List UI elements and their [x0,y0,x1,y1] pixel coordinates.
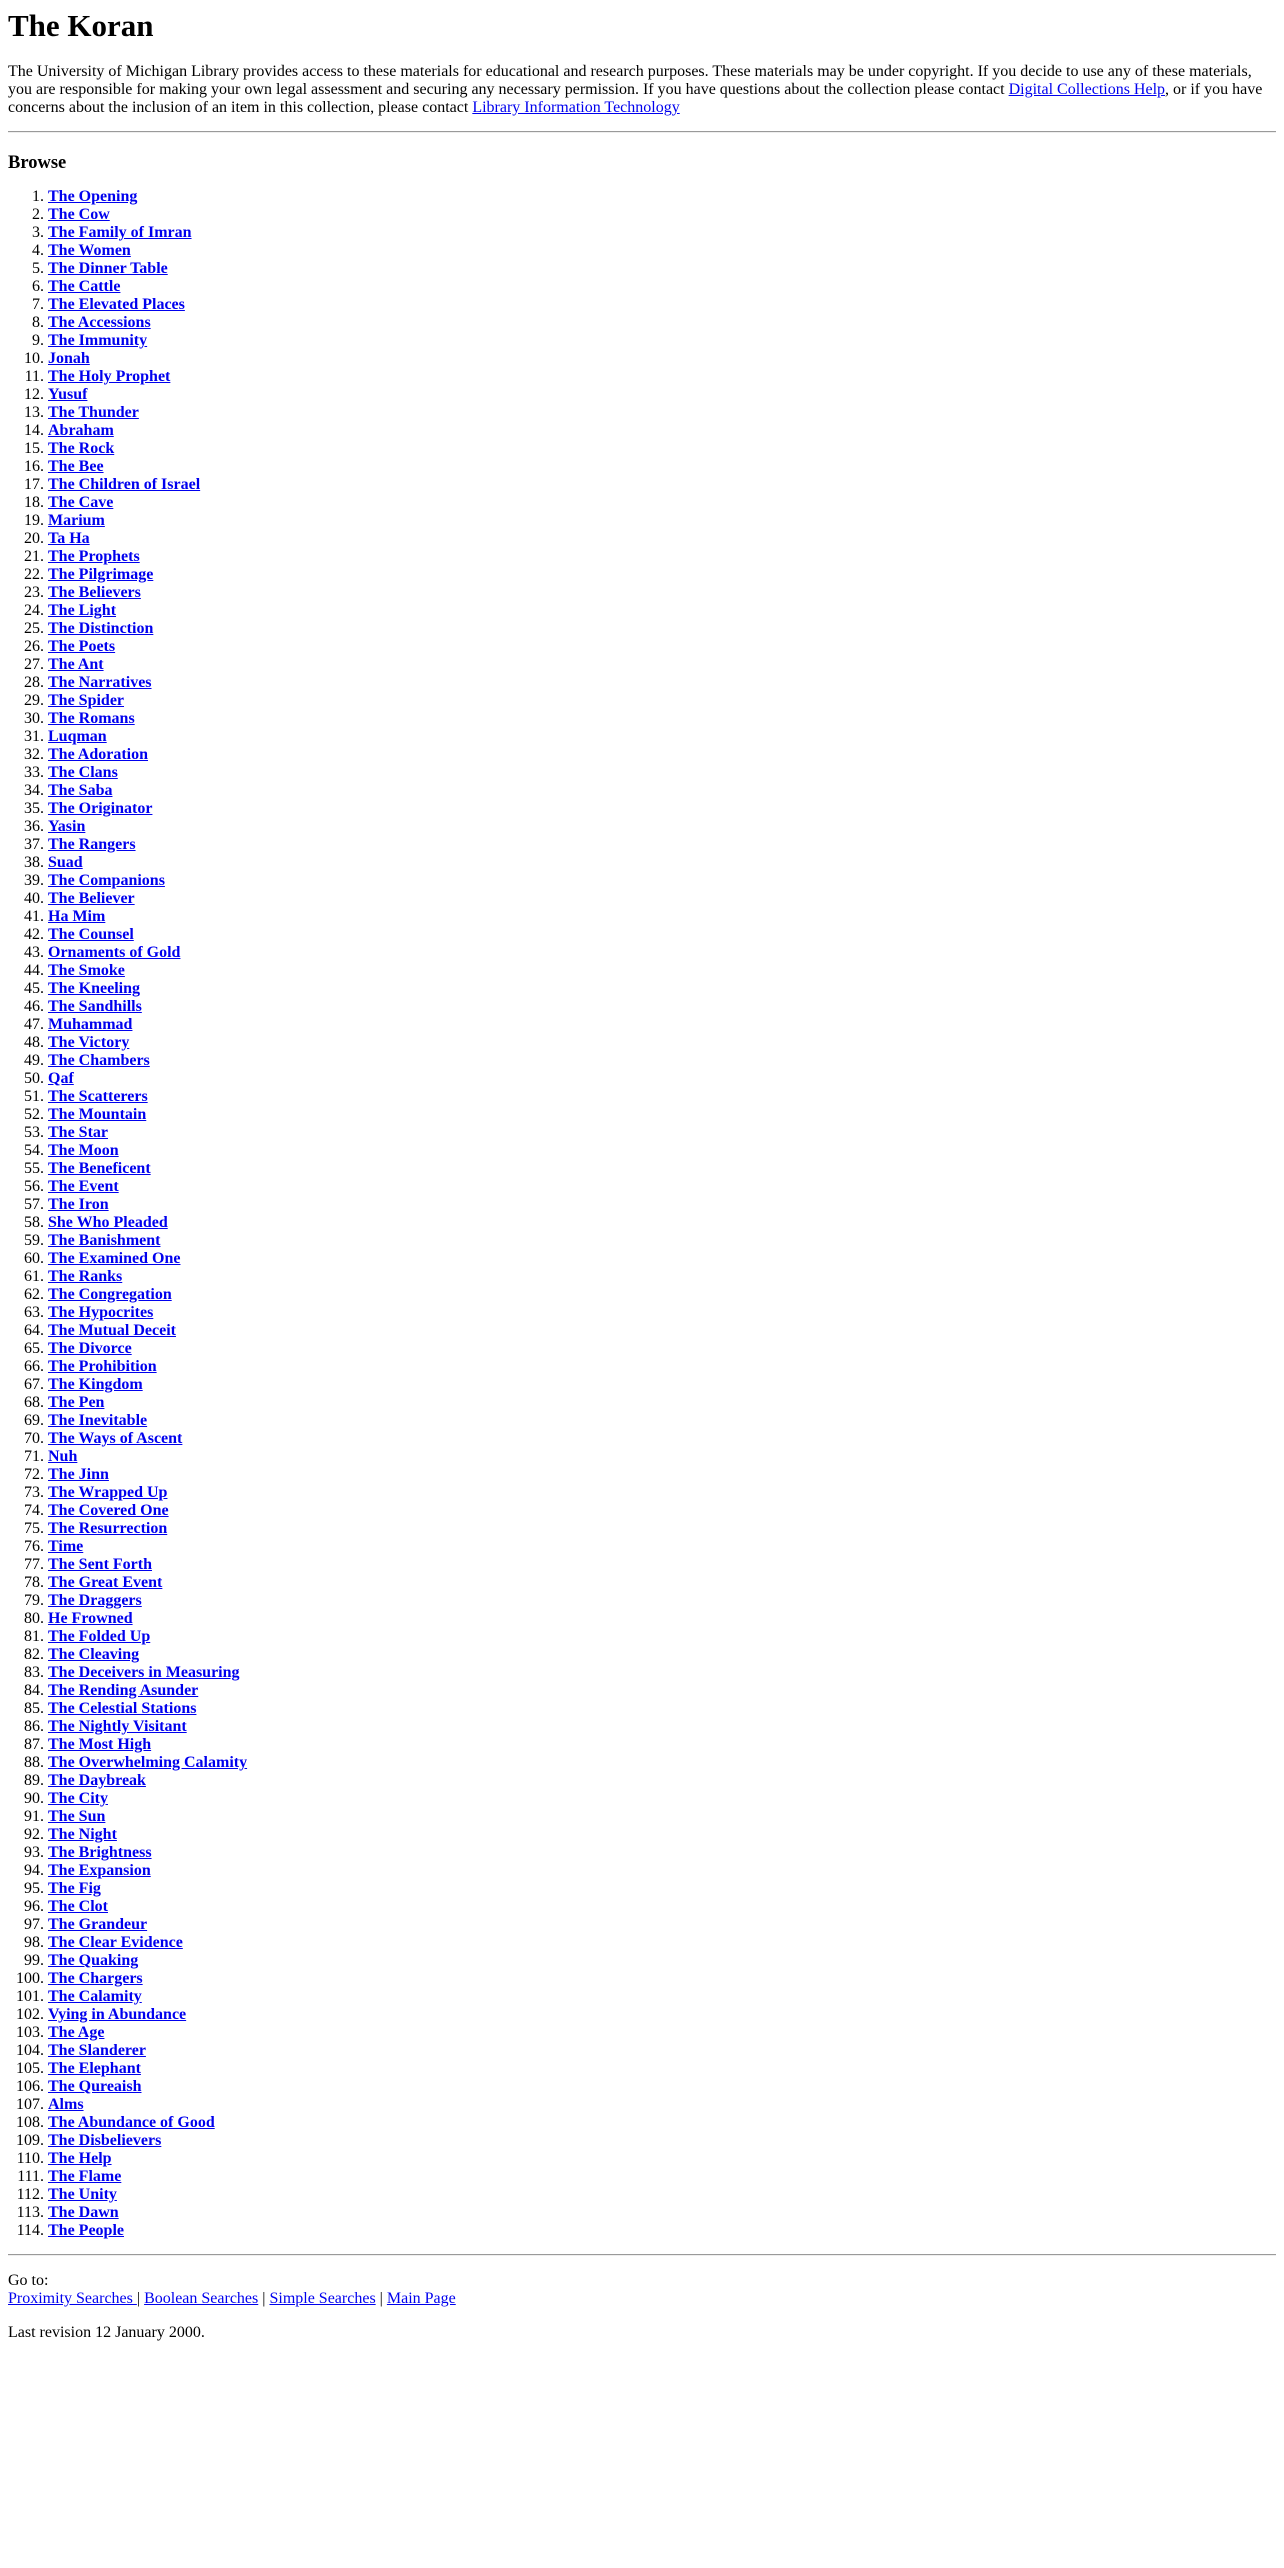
chapter-link[interactable]: Jonah [48,350,90,367]
chapter-link[interactable]: The Narratives [48,674,152,691]
chapter-link[interactable]: The Folded Up [48,1628,151,1645]
chapter-link[interactable]: The Cave [48,494,114,511]
chapter-link[interactable]: The Holy Prophet [48,368,171,385]
list-item [48,674,1276,692]
chapter-link[interactable]: The Originator [48,800,153,817]
list-item [48,728,1276,746]
chapter-link[interactable]: Abraham [48,422,114,439]
list-item [48,2222,1276,2240]
chapter-link[interactable]: The Pilgrimage [48,566,154,583]
list-item [48,422,1276,440]
chapter-link[interactable]: The Light [48,602,117,619]
boolean-searches-link[interactable]: Boolean Searches [144,2290,259,2307]
list-item [48,1538,1276,1556]
list-item [48,242,1276,260]
chapter-link[interactable]: The Bee [48,458,104,475]
chapter-link[interactable]: The Mountain [48,1106,147,1123]
chapter-link[interactable]: The Spider [48,692,125,709]
chapter-link[interactable]: The Moon [48,1142,119,1159]
list-item [48,494,1276,512]
chapter-link[interactable]: The Examined One [48,1250,181,1267]
list-item [48,980,1276,998]
chapter-link[interactable]: The Divorce [48,1340,132,1357]
chapter-link[interactable]: The Overwhelming Calamity [48,1754,248,1771]
list-item [48,1574,1276,1592]
list-item [48,2042,1276,2060]
chapter-link[interactable]: Yusuf [48,386,88,403]
chapter-link[interactable]: Time [48,1538,84,1555]
chapter-link[interactable]: The Kneeling [48,980,141,997]
separator: | [136,2290,145,2307]
list-item [48,2060,1276,2078]
chapter-link[interactable]: The Counsel [48,926,134,943]
chapter-link[interactable]: Nuh [48,1448,78,1465]
chapter-link[interactable]: The Fig [48,1880,101,1897]
chapter-link[interactable]: The Immunity [48,332,148,349]
chapter-link[interactable]: The Resurrection [48,1520,168,1537]
chapter-link[interactable]: The Qureaish [48,2078,142,2095]
chapter-link[interactable]: He Frowned [48,1610,133,1627]
list-item [48,584,1276,602]
divider-bottom [8,2254,1276,2256]
list-item [48,926,1276,944]
list-item [48,2078,1276,2096]
list-item [48,512,1276,530]
list-item [48,1916,1276,1934]
chapter-link[interactable]: Luqman [48,728,107,745]
chapter-link[interactable]: The People [48,2222,124,2239]
chapter-link[interactable]: The Chargers [48,1970,143,1987]
chapter-link[interactable]: The Companions [48,872,165,889]
separator: | [375,2290,387,2307]
list-item [48,944,1276,962]
chapter-link[interactable]: The Smoke [48,962,125,979]
list-item [48,1934,1276,1952]
list-item [48,854,1276,872]
list-item [48,1808,1276,1826]
list-item [48,2114,1276,2132]
notice-text-middle: , or if you have concerns about the inclusion of an item in this collection, please contact [8,81,1263,116]
list-item [48,1952,1276,1970]
chapter-link[interactable]: The Cattle [48,278,121,295]
list-item [48,1142,1276,1160]
list-item [48,530,1276,548]
chapter-link[interactable]: Marium [48,512,105,529]
browse-list [8,188,1276,2240]
list-item [48,278,1276,296]
chapter-link[interactable]: The Chambers [48,1052,150,1069]
list-item [48,1628,1276,1646]
chapter-link[interactable]: The Age [48,2024,105,2041]
chapter-link[interactable]: The Prohibition [48,1358,157,1375]
list-item [48,2186,1276,2204]
chapter-link[interactable]: The Kingdom [48,1376,143,1393]
chapter-link[interactable]: The Nightly Visitant [48,1718,187,1735]
chapter-link[interactable]: The Women [48,242,131,259]
last-revision: Last revision 12 January 2000. [8,2324,205,2341]
list-item [48,656,1276,674]
list-item [48,710,1276,728]
chapter-link[interactable]: The Elephant [48,2060,141,2077]
chapter-link[interactable]: Ha Mim [48,908,106,925]
chapter-link[interactable]: The Help [48,2150,112,2167]
chapter-link[interactable]: The Mutual Deceit [48,1322,176,1339]
list-item [48,188,1276,206]
chapter-link[interactable]: The Jinn [48,1466,109,1483]
chapter-link[interactable]: The Grandeur [48,1916,148,1933]
list-item [48,1880,1276,1898]
chapter-link[interactable]: Suad [48,854,83,871]
list-item [48,800,1276,818]
list-item [48,1610,1276,1628]
library-information-technology-link[interactable]: Library Information Technology [472,99,680,116]
chapter-link[interactable]: The Dinner Table [48,260,168,277]
chapter-link[interactable]: The Clear Evidence [48,1934,183,1951]
chapter-link[interactable]: The Clot [48,1898,108,1915]
list-item [48,1286,1276,1304]
chapter-link[interactable]: Ta Ha [48,530,90,547]
list-item [48,1754,1276,1772]
chapter-link[interactable]: The Most High [48,1736,152,1753]
list-item [48,1124,1276,1142]
list-item [48,1034,1276,1052]
list-item [48,908,1276,926]
chapter-link[interactable]: The Saba [48,782,113,799]
list-item [48,476,1276,494]
separator: | [258,2290,270,2307]
list-item [48,1214,1276,1232]
chapter-link[interactable]: She Who Pleaded [48,1214,168,1231]
chapter-link[interactable]: The Beneficent [48,1160,151,1177]
list-item [48,1520,1276,1538]
list-item [48,350,1276,368]
divider-top [8,131,1276,133]
chapter-link[interactable]: The Great Event [48,1574,163,1591]
list-item [48,548,1276,566]
proximity-searches-link[interactable]: Proximity Searches [8,2290,137,2307]
list-item [48,890,1276,908]
list-item [48,1268,1276,1286]
list-item [48,566,1276,584]
list-item [48,1556,1276,1574]
chapter-link[interactable]: The Night [48,1826,117,1843]
list-item [48,1322,1276,1340]
digital-collections-help-link[interactable]: Digital Collections Help [1008,81,1166,98]
chapter-link[interactable]: The Family of Imran [48,224,192,241]
simple-searches-link[interactable]: Simple Searches [269,2290,376,2307]
list-item [48,2006,1276,2024]
chapter-link[interactable]: The Cleaving [48,1646,140,1663]
chapter-link[interactable]: The Brightness [48,1844,152,1861]
list-item [48,782,1276,800]
chapter-link[interactable]: The Distinction [48,620,154,637]
chapter-link[interactable]: Ornaments of Gold [48,944,181,961]
goto-links [8,2290,1276,2308]
list-item [48,1304,1276,1322]
list-item [48,206,1276,224]
list-item [48,1988,1276,2006]
chapter-link[interactable]: Vying in Abundance [48,2006,187,2023]
list-item [48,458,1276,476]
chapter-link[interactable]: The Ways of Ascent [48,1430,183,1447]
list-item [48,2168,1276,2186]
chapter-link[interactable]: The Opening [48,188,138,205]
list-item [48,1178,1276,1196]
list-item [48,638,1276,656]
chapter-link[interactable]: The Rock [48,440,115,457]
list-item [48,1664,1276,1682]
chapter-link[interactable]: The Ranks [48,1268,123,1285]
chapter-link[interactable]: Yasin [48,818,86,835]
chapter-link[interactable]: The Iron [48,1196,109,1213]
chapter-link[interactable]: The Sent Forth [48,1556,152,1573]
chapter-link[interactable]: The Celestial Stations [48,1700,197,1717]
goto-label: Go to: [8,2272,49,2289]
chapter-link[interactable]: The Scatterers [48,1088,148,1105]
chapter-link[interactable]: The Poets [48,638,116,655]
chapter-link[interactable]: The Adoration [48,746,149,763]
chapter-link[interactable]: The Inevitable [48,1412,148,1429]
chapter-link[interactable]: The Rangers [48,836,136,853]
list-item [48,260,1276,278]
list-item [48,2150,1276,2168]
chapter-link[interactable]: The Slanderer [48,2042,146,2059]
chapter-link[interactable]: Qaf [48,1070,74,1087]
copyright-notice [8,63,1276,117]
chapter-link[interactable]: The Wrapped Up [48,1484,168,1501]
chapter-link[interactable]: The Disbelievers [48,2132,162,2149]
list-item [48,1466,1276,1484]
list-item [48,1376,1276,1394]
chapter-link[interactable]: Muhammad [48,1016,133,1033]
chapter-link[interactable]: The Sun [48,1808,106,1825]
list-item [48,1448,1276,1466]
list-item [48,1340,1276,1358]
chapter-link[interactable]: The Covered One [48,1502,169,1519]
list-item [48,1736,1276,1754]
main-page-link[interactable]: Main Page [386,2290,456,2307]
list-item [48,1790,1276,1808]
list-item [48,962,1276,980]
list-item [48,1484,1276,1502]
list-item [48,314,1276,332]
list-item [48,296,1276,314]
list-item [48,1898,1276,1916]
chapter-link[interactable]: The Calamity [48,1988,142,2005]
list-item [48,386,1276,404]
chapter-link[interactable]: The Daybreak [48,1772,146,1789]
list-item [48,602,1276,620]
list-item [48,1394,1276,1412]
list-item [48,1718,1276,1736]
list-item [48,1016,1276,1034]
chapter-link[interactable]: The Thunder [48,404,139,421]
chapter-link[interactable]: The Believers [48,584,141,601]
chapter-link[interactable]: The Believer [48,890,135,907]
list-item [48,1826,1276,1844]
chapter-link[interactable]: The Romans [48,710,135,727]
list-item [48,1196,1276,1214]
list-item [48,2096,1276,2114]
list-item [48,2132,1276,2150]
chapter-link[interactable]: The Deceivers in Measuring [48,1664,240,1681]
chapter-link[interactable]: The Children of Israel [48,476,201,493]
list-item [48,2024,1276,2042]
chapter-link[interactable]: The Unity [48,2186,117,2203]
list-item [48,1862,1276,1880]
list-item [48,1160,1276,1178]
chapter-link[interactable]: The City [48,1790,108,1807]
list-item [48,1232,1276,1250]
chapter-link[interactable]: The Elevated Places [48,296,185,313]
list-item [48,998,1276,1016]
list-item [48,2204,1276,2222]
chapter-link[interactable]: The Flame [48,2168,122,2185]
chapter-link[interactable]: The Cow [48,206,110,223]
chapter-link[interactable]: The Star [48,1124,108,1141]
chapter-link[interactable]: The Banishment [48,1232,161,1249]
list-item [48,1430,1276,1448]
list-item [48,620,1276,638]
chapter-link[interactable]: The Event [48,1178,119,1195]
list-item [48,1970,1276,1988]
chapter-link[interactable]: The Sandhills [48,998,142,1015]
list-item [48,836,1276,854]
chapter-link[interactable]: The Rending Asunder [48,1682,199,1699]
list-item [48,746,1276,764]
page-title: The Koran [8,8,154,43]
notice-text-before: The University of Michigan Library provides access to these materials for educational and research purposes. These materials may be under copyright. If you decide to use any of these materials, you are responsible for making your own legal assessment and securing any necessary permission. If you have questions about the collection please contact [8,63,1252,98]
list-item [48,818,1276,836]
browse-heading: Browse [8,153,67,173]
list-item [48,1700,1276,1718]
chapter-link[interactable]: Alms [48,2096,84,2113]
list-item [48,1844,1276,1862]
list-item [48,332,1276,350]
chapter-link[interactable]: The Congregation [48,1286,172,1303]
list-item [48,440,1276,458]
list-item [48,764,1276,782]
chapter-link[interactable]: The Prophets [48,548,140,565]
chapter-link[interactable]: The Accessions [48,314,151,331]
chapter-link[interactable]: The Dawn [48,2204,119,2221]
chapter-link[interactable]: The Clans [48,764,118,781]
chapter-link[interactable]: The Ant [48,656,104,673]
list-item [48,1106,1276,1124]
list-item [48,692,1276,710]
chapter-link[interactable]: The Draggers [48,1592,142,1609]
list-item [48,404,1276,422]
list-item [48,368,1276,386]
list-item [48,1088,1276,1106]
goto-section [8,2272,1276,2308]
chapter-link[interactable]: The Abundance of Good [48,2114,215,2131]
list-item [48,1592,1276,1610]
list-item [48,872,1276,890]
chapter-link[interactable]: The Pen [48,1394,105,1411]
list-item [48,1502,1276,1520]
list-item [48,1070,1276,1088]
list-item [48,1250,1276,1268]
chapter-link[interactable]: The Hypocrites [48,1304,154,1321]
list-item [48,1052,1276,1070]
list-item [48,224,1276,242]
list-item [48,1682,1276,1700]
chapter-link[interactable]: The Quaking [48,1952,139,1969]
chapter-link[interactable]: The Victory [48,1034,130,1051]
list-item [48,1646,1276,1664]
list-item [48,1412,1276,1430]
list-item [48,1358,1276,1376]
chapter-link[interactable]: The Expansion [48,1862,151,1879]
list-item [48,1772,1276,1790]
